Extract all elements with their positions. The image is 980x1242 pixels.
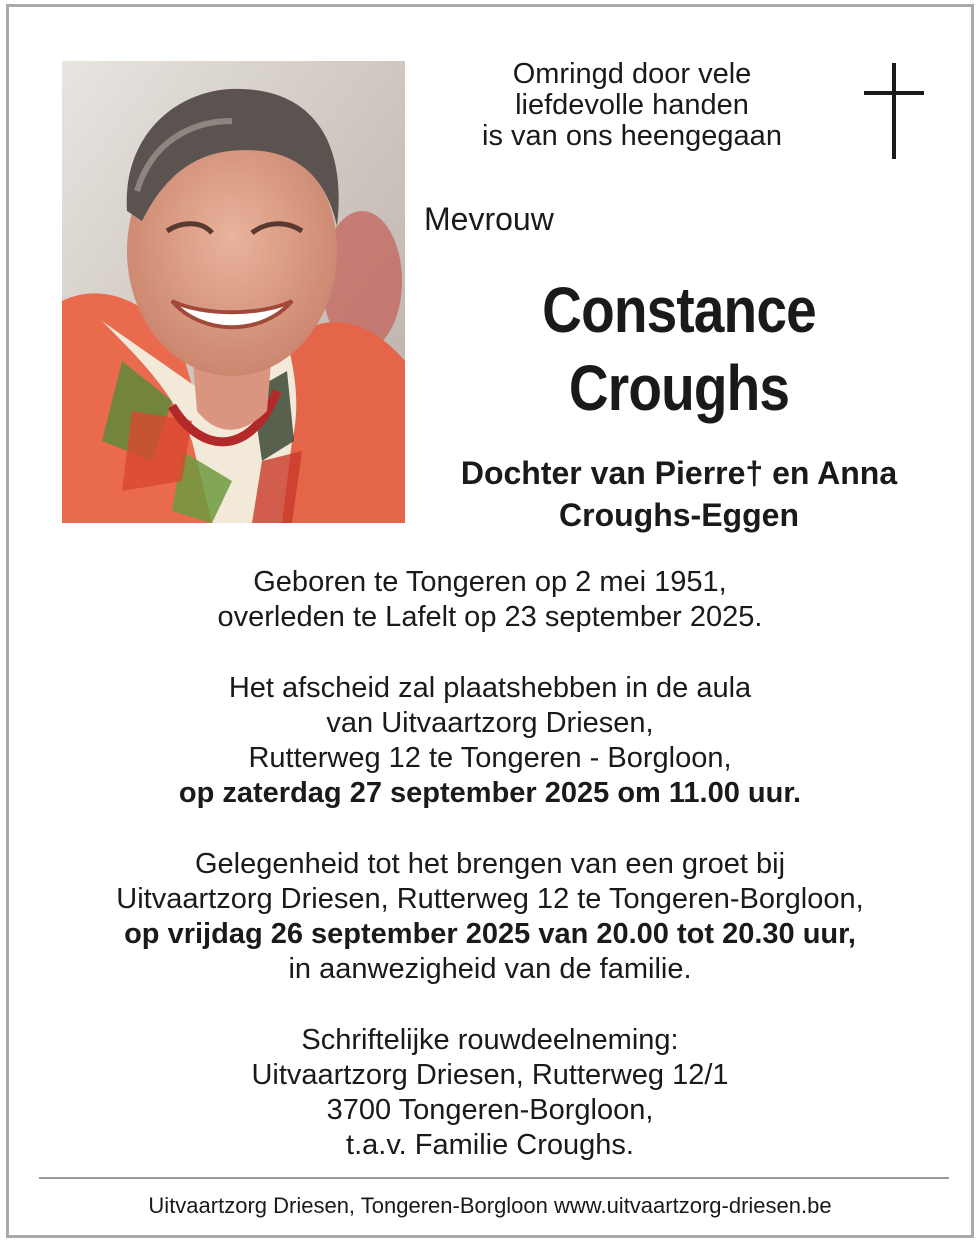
intro-verse [427,59,837,152]
condolences-line-2: Uitvaartzorg Driesen, Rutterweg 12/1 [251,1059,729,1091]
last-name: Croughs [568,352,790,424]
farewell-line-3: Rutterweg 12 te Tongeren - Borgloon, [248,742,732,774]
intro-line-2: liefdevolle handen [515,89,749,121]
parents-line-1: Dochter van Pierre† en Anna [460,455,898,491]
visitation-section [9,847,971,987]
condolences-section [9,1023,971,1163]
visitation-date: op vrijdag 26 september 2025 van 20.00 tot 20.30 uur, [124,918,856,950]
cross-icon [864,63,924,163]
deceased-name [464,271,894,427]
intro-line-3: is van ons heengegaan [482,120,782,152]
footer-credit: Uitvaartzorg Driesen, Tongeren-Borgloon www.uitvaartzorg-driesen.be [148,1193,832,1218]
visitation-line-4: in aanwezigheid van de familie. [288,953,692,985]
obituary-card [6,4,974,1238]
intro-line-1: Omringd door vele [512,58,752,90]
life-dates [9,565,971,635]
condolences-line-4: t.a.v. Familie Croughs. [346,1129,634,1161]
visitation-line-1: Gelegenheid tot het brengen van een groet bij [194,848,786,880]
death-line: overleden te Lafelt op 23 september 2025. [217,601,763,633]
condolences-line-3: 3700 Tongeren-Borgloon, [326,1094,654,1126]
birth-line: Geboren te Tongeren op 2 mei 1951, [253,566,727,598]
portrait-image [62,61,405,523]
farewell-date: op zaterdag 27 september 2025 om 11.00 uur. [178,777,802,809]
portrait-photo [62,61,405,523]
parents-line-2: Croughs-Eggen [559,497,799,533]
visitation-line-2: Uitvaartzorg Driesen, Rutterweg 12 te Tongeren-Borgloon, [116,883,864,915]
farewell-line-1: Het afscheid zal plaatshebben in de aula [228,672,752,704]
farewell-section [9,671,971,811]
honorific: Mevrouw [424,201,554,237]
first-name: Constance [542,274,816,346]
footer-divider [39,1177,949,1179]
farewell-line-2: van Uitvaartzorg Driesen, [326,707,654,739]
parents-info [419,452,939,536]
condolences-line-1: Schriftelijke rouwdeelneming: [301,1024,679,1056]
